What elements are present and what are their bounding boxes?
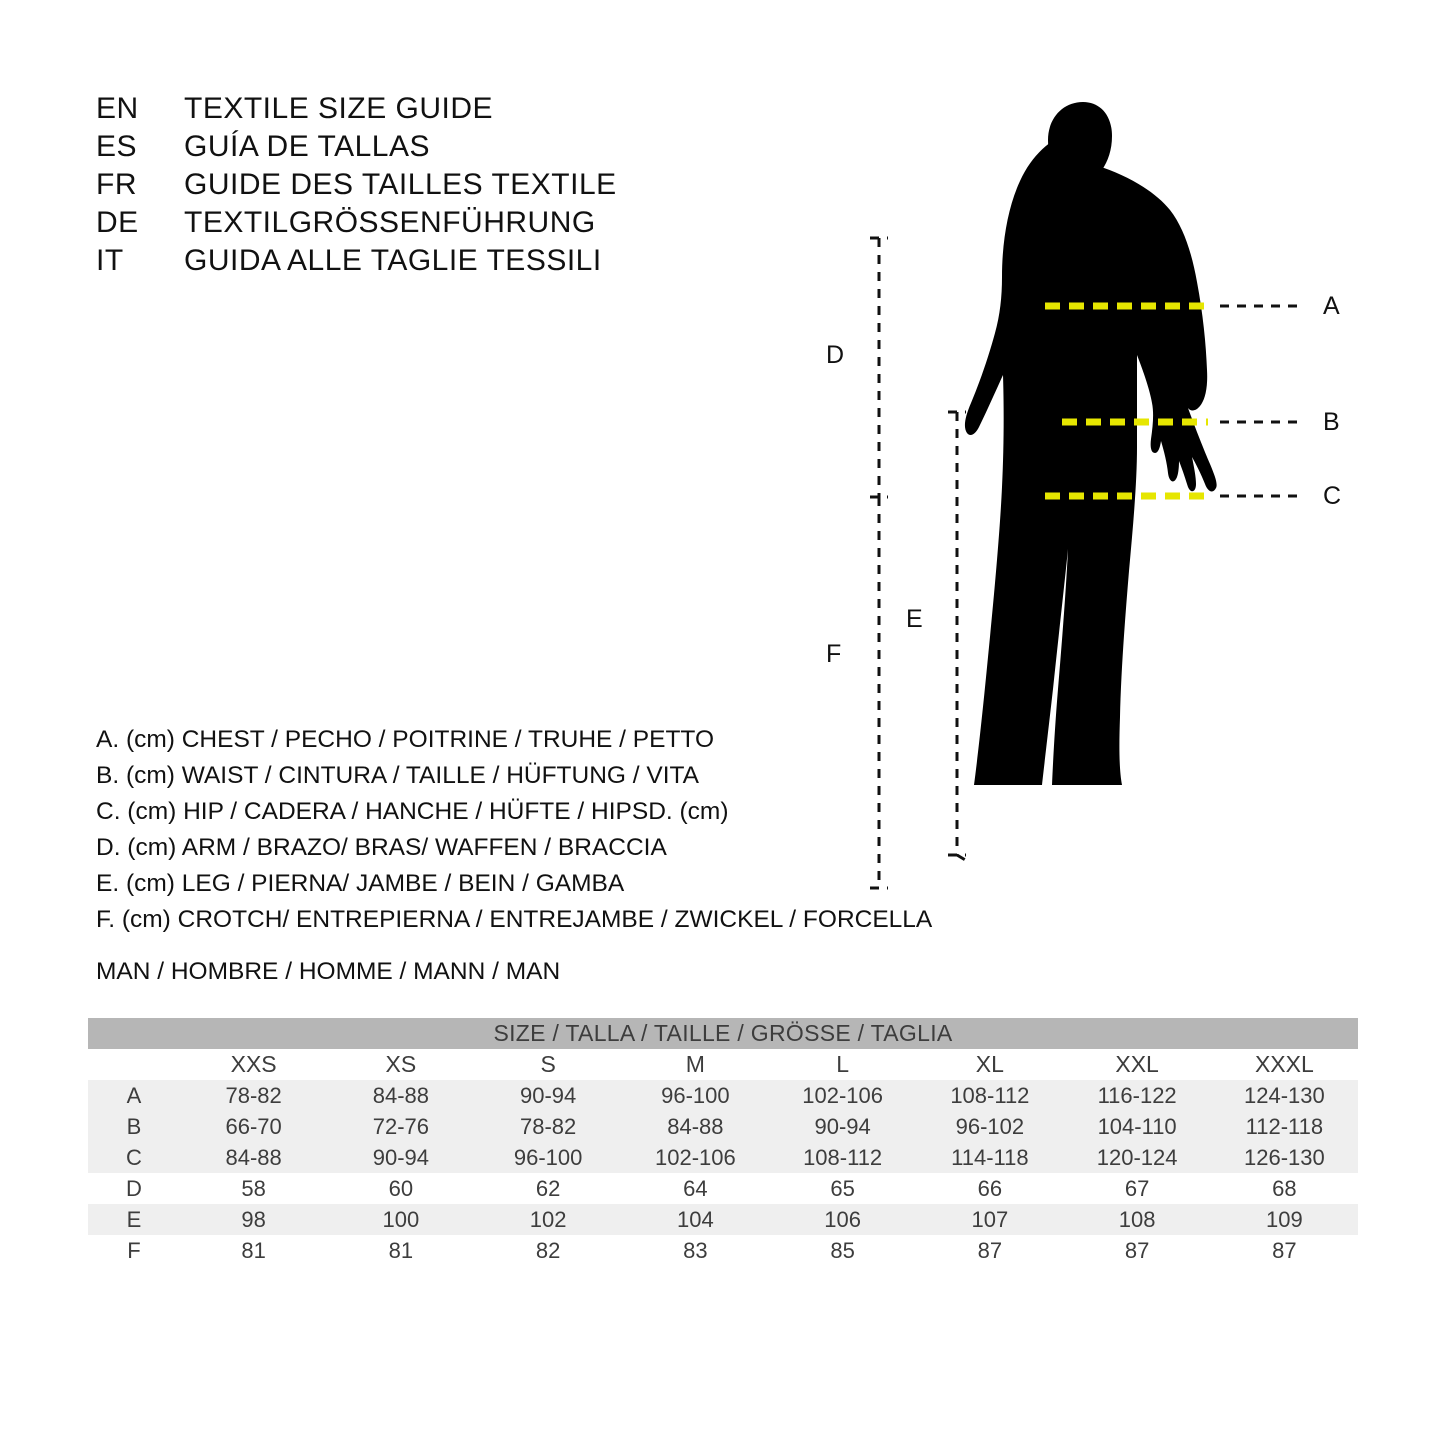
cell-f-xl: 87 <box>916 1235 1063 1266</box>
title-row-it <box>96 242 796 280</box>
marker-label-d: D <box>826 341 845 369</box>
cell-f-s: 82 <box>475 1235 622 1266</box>
title-text-fr: GUIDE DES TAILLES TEXTILE <box>184 168 617 201</box>
sizes-row-corner <box>88 1049 180 1080</box>
marker-label-f: F <box>826 640 842 668</box>
row-label-e: E <box>88 1204 180 1235</box>
title-text-es: GUÍA DE TALLAS <box>184 130 430 163</box>
marker-label-c: C <box>1323 482 1342 510</box>
table-sizes-row <box>88 1049 1358 1080</box>
cell-b-xs: 72-76 <box>327 1111 474 1142</box>
legend-item-d: D. (cm) ARM / BRAZO/ BRAS/ WAFFEN / BRACCIA <box>96 834 667 861</box>
title-text-en: TEXTILE SIZE GUIDE <box>184 92 494 125</box>
size-header-m: M <box>622 1049 769 1080</box>
cell-c-xxs: 84-88 <box>180 1142 327 1173</box>
title-text-de: TEXTILGRÖSSENFÜHRUNG <box>184 206 596 239</box>
cell-c-xxl: 120-124 <box>1064 1142 1211 1173</box>
figure-area <box>826 60 1400 960</box>
cell-e-m: 104 <box>622 1204 769 1235</box>
size-header-xxs: XXS <box>180 1049 327 1080</box>
cell-a-l: 102-106 <box>769 1080 916 1111</box>
cell-e-s: 102 <box>475 1204 622 1235</box>
size-header-xxxl: XXXL <box>1211 1049 1358 1080</box>
size-header-xl: XL <box>916 1049 1063 1080</box>
cell-b-xl: 96-102 <box>916 1111 1063 1142</box>
title-row-fr <box>96 166 796 204</box>
legend-item-e: E. (cm) LEG / PIERNA/ JAMBE / BEIN / GAMBA <box>96 870 625 897</box>
table-row <box>88 1235 1358 1266</box>
cell-b-xxl: 104-110 <box>1064 1111 1211 1142</box>
table-header-band <box>88 1018 1358 1049</box>
cell-d-s: 62 <box>475 1173 622 1204</box>
cell-a-m: 96-100 <box>622 1080 769 1111</box>
cell-f-xxl: 87 <box>1064 1235 1211 1266</box>
cell-c-s: 96-100 <box>475 1142 622 1173</box>
cell-d-xxxl: 68 <box>1211 1173 1358 1204</box>
cell-e-xs: 100 <box>327 1204 474 1235</box>
title-lang-it: IT <box>96 244 124 277</box>
cell-b-xxs: 66-70 <box>180 1111 327 1142</box>
legend-item-f: F. (cm) CROTCH/ ENTREPIERNA / ENTREJAMBE / ZWICKEL / FORCELLA <box>96 906 933 933</box>
cell-c-m: 102-106 <box>622 1142 769 1173</box>
title-lang-de: DE <box>96 206 139 239</box>
size-header-xs: XS <box>327 1049 474 1080</box>
legend-item-c: C. (cm) HIP / CADERA / HANCHE / HÜFTE / HIPSD. (cm) <box>96 798 729 825</box>
cell-c-l: 108-112 <box>769 1142 916 1173</box>
marker-label-b: B <box>1323 408 1340 436</box>
cell-a-xl: 108-112 <box>916 1080 1063 1111</box>
cell-d-xxs: 58 <box>180 1173 327 1204</box>
table-row <box>88 1142 1358 1173</box>
table-row <box>88 1204 1358 1235</box>
title-row-en <box>96 90 796 128</box>
cell-b-l: 90-94 <box>769 1111 916 1142</box>
size-table-wrap <box>88 1018 1358 1266</box>
cell-d-l: 65 <box>769 1173 916 1204</box>
cell-f-xs: 81 <box>327 1235 474 1266</box>
row-label-c: C <box>88 1142 180 1173</box>
size-header-s: S <box>475 1049 622 1080</box>
cell-a-xxl: 116-122 <box>1064 1080 1211 1111</box>
cell-f-m: 83 <box>622 1235 769 1266</box>
cell-f-l: 85 <box>769 1235 916 1266</box>
cell-e-l: 106 <box>769 1204 916 1235</box>
title-lang-fr: FR <box>96 168 137 201</box>
table-row <box>88 1111 1358 1142</box>
cell-f-xxxl: 87 <box>1211 1235 1358 1266</box>
cell-e-xxxl: 109 <box>1211 1204 1358 1235</box>
cell-e-xxs: 98 <box>180 1204 327 1235</box>
title-block <box>96 90 796 280</box>
cell-a-xs: 84-88 <box>327 1080 474 1111</box>
legend-item-a: A. (cm) CHEST / PECHO / POITRINE / TRUHE / PETTO <box>96 726 715 753</box>
cell-e-xxl: 108 <box>1064 1204 1211 1235</box>
cell-d-xl: 66 <box>916 1173 1063 1204</box>
table-header-label: SIZE / TALLA / TAILLE / GRÖSSE / TAGLIA <box>88 1018 1358 1049</box>
row-label-f: F <box>88 1235 180 1266</box>
table-row <box>88 1173 1358 1204</box>
gender-label: MAN / HOMBRE / HOMME / MANN / MAN <box>96 958 561 985</box>
title-text-it: GUIDA ALLE TAGLIE TESSILI <box>184 244 602 277</box>
man-silhouette-diagram <box>840 60 1400 960</box>
cell-d-xs: 60 <box>327 1173 474 1204</box>
cell-c-xxxl: 126-130 <box>1211 1142 1358 1173</box>
row-label-b: B <box>88 1111 180 1142</box>
legend-item-b: B. (cm) WAIST / CINTURA / TAILLE / HÜFTUNG / VITA <box>96 762 700 789</box>
cell-c-xs: 90-94 <box>327 1142 474 1173</box>
marker-label-a: A <box>1323 292 1340 320</box>
cell-a-xxs: 78-82 <box>180 1080 327 1111</box>
cell-f-xxs: 81 <box>180 1235 327 1266</box>
size-header-l: L <box>769 1049 916 1080</box>
size-header-xxl: XXL <box>1064 1049 1211 1080</box>
measurement-legend <box>96 722 933 938</box>
title-lang-en: EN <box>96 92 139 125</box>
title-row-de <box>96 204 796 242</box>
cell-b-m: 84-88 <box>622 1111 769 1142</box>
cell-d-m: 64 <box>622 1173 769 1204</box>
row-label-a: A <box>88 1080 180 1111</box>
cell-d-xxl: 67 <box>1064 1173 1211 1204</box>
table-row <box>88 1080 1358 1111</box>
row-label-d: D <box>88 1173 180 1204</box>
cell-a-s: 90-94 <box>475 1080 622 1111</box>
cell-e-xl: 107 <box>916 1204 1063 1235</box>
title-row-es <box>96 128 796 166</box>
cell-a-xxxl: 124-130 <box>1211 1080 1358 1111</box>
cell-b-s: 78-82 <box>475 1111 622 1142</box>
cell-c-xl: 114-118 <box>916 1142 1063 1173</box>
cell-b-xxxl: 112-118 <box>1211 1111 1358 1142</box>
size-table <box>88 1018 1358 1266</box>
marker-label-e: E <box>906 605 923 633</box>
title-lang-es: ES <box>96 130 138 163</box>
